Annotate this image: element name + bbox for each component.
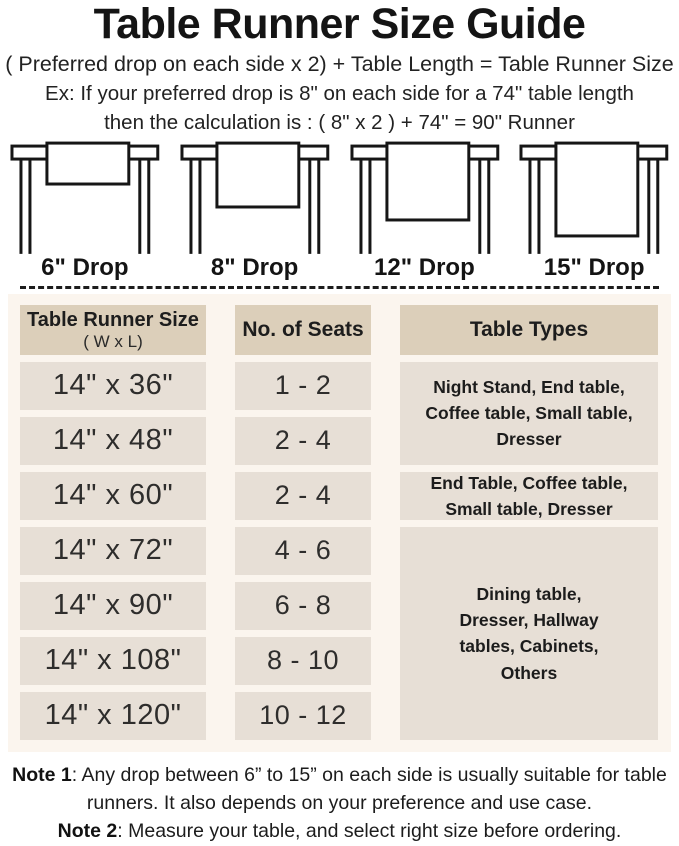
dashed-divider (20, 286, 659, 289)
seats-value: 1 - 2 (274, 370, 332, 401)
table-runner-6in-drop-icon (0, 141, 170, 254)
table-row-size-14x108 (20, 637, 206, 685)
table-runner-15in-drop-icon (509, 141, 679, 254)
table-types-group-large-tables (400, 527, 658, 740)
table-row-size-14x48 (20, 417, 206, 465)
table-row-seats-3 (235, 472, 371, 520)
size-value: 14" x 72" (52, 534, 174, 567)
seats-value: 8 - 10 (266, 645, 340, 676)
size-value: 14" x 36" (52, 369, 174, 402)
table-row-size-14x36 (20, 362, 206, 410)
size-value: 14" x 48" (52, 424, 174, 457)
column-header-seats (235, 305, 371, 355)
size-value: 14" x 108" (44, 644, 182, 677)
drop-diagrams (0, 141, 679, 254)
table-row-size-14x72 (20, 527, 206, 575)
table-runner-8in-drop-icon (170, 141, 340, 254)
note-2 (4, 817, 675, 845)
table-row-seats-7 (235, 692, 371, 740)
column-header-runner-size-title: Table Runner Size (27, 308, 199, 331)
column-header-runner-size-sub: ( W x L) (83, 331, 143, 351)
guide-header (0, 0, 679, 137)
seats-value: 4 - 6 (274, 535, 332, 566)
note-1 (4, 761, 675, 818)
note-1-text: : Any drop between 6” to 15” on each side is usually suitable for table runners. It also depends on your preference and use case. (71, 763, 667, 815)
table-row-seats-6 (235, 637, 371, 685)
formula-text: ( Preferred drop on each side x 2) + Table Length = Table Runner Size (5, 52, 674, 77)
size-value: 14" x 90" (52, 589, 174, 622)
note-2-label: Note 2 (57, 820, 118, 843)
size-guide-table (8, 294, 671, 752)
table-row-size-14x120 (20, 692, 206, 740)
column-header-runner-size (20, 305, 206, 355)
drop-label-12in: 12" Drop (374, 254, 475, 282)
seats-value: 10 - 12 (259, 700, 347, 731)
table-row-seats-2 (235, 417, 371, 465)
table-types-text: Dining table, Dresser, Hallway tables, Cabinets, Others (459, 583, 599, 683)
table-row-size-14x60 (20, 472, 206, 520)
example-line-1: Ex: If your preferred drop is 8" on each side for a 74" table length (45, 82, 634, 106)
footer-notes (0, 761, 679, 846)
table-types-text: Night Stand, End table, Coffee table, Small table, Dresser (425, 376, 633, 450)
note-2-text: : Measure your table, and select right size before ordering. (117, 820, 622, 843)
seats-value: 2 - 4 (274, 480, 332, 511)
table-types-group-medium-tables (400, 472, 658, 520)
size-value: 14" x 120" (44, 699, 182, 732)
table-types-group-small-tables (400, 362, 658, 465)
table-types-text: End Table, Coffee table, Small table, Dresser (430, 472, 628, 519)
column-header-table-types (400, 305, 658, 355)
size-value: 14" x 60" (52, 479, 174, 512)
drop-label-15in: 15" Drop (543, 254, 645, 282)
column-header-seats-label: No. of Seats (242, 317, 364, 341)
table-row-seats-1 (235, 362, 371, 410)
drop-label-8in: 8" Drop (210, 254, 299, 282)
table-row-seats-5 (235, 582, 371, 630)
drop-labels-row (0, 255, 679, 281)
seats-value: 6 - 8 (274, 590, 332, 621)
column-header-table-types-label: Table Types (469, 317, 589, 341)
table-row-size-14x90 (20, 582, 206, 630)
drop-label-6in: 6" Drop (41, 254, 129, 282)
example-line-2: then the calculation is : ( 8" x 2 ) + 74" = 90" Runner (104, 111, 575, 135)
table-row-seats-4 (235, 527, 371, 575)
seats-value: 2 - 4 (274, 425, 332, 456)
table-runner-12in-drop-icon (340, 141, 510, 254)
note-1-label: Note 1 (12, 763, 72, 786)
page-title: Table Runner Size Guide (93, 0, 586, 48)
